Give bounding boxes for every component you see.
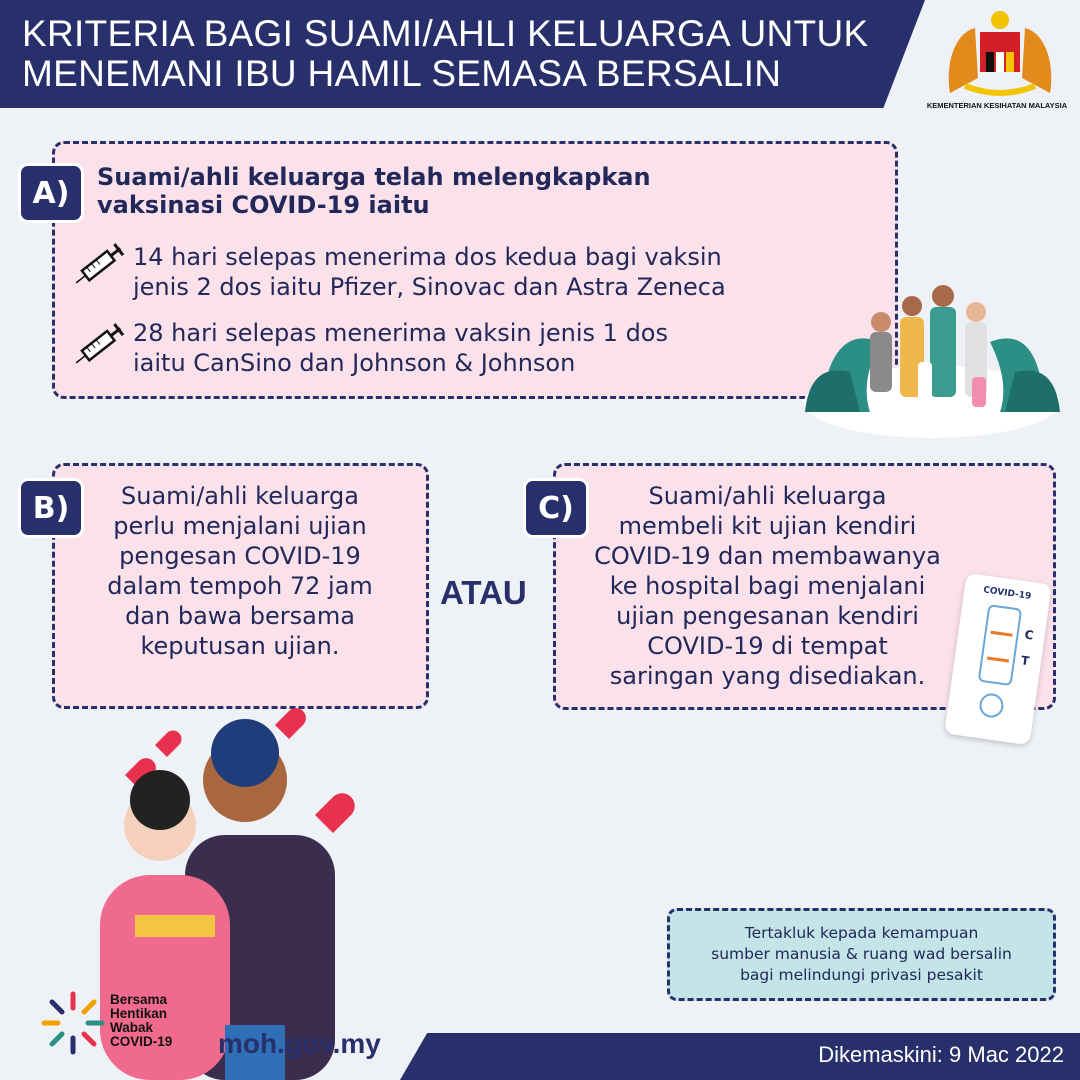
vaccine-item <box>133 242 726 302</box>
text-line: COVID-19 dan membawanya <box>594 542 941 570</box>
ministry-name: KEMENTERIAN KESIHATAN MALAYSIA <box>926 101 1068 110</box>
updated-date: Dikemaskini: 9 Mac 2022 <box>818 1042 1064 1067</box>
text-line: Suami/ahli keluarga <box>648 482 887 510</box>
campaign-line: COVID-19 <box>110 1034 173 1049</box>
or-separator: ATAU <box>440 574 527 611</box>
heading-line: Suami/ahli keluarga telah melengkapkan <box>97 163 651 191</box>
item-line: 28 hari selepas menerima vaksin jenis 1 dos <box>133 319 668 347</box>
syringe-icon <box>68 240 130 290</box>
text-line: keputusan ujian. <box>140 632 340 660</box>
campaign-line: Bersama <box>110 992 168 1007</box>
disclaimer-note <box>667 908 1056 1001</box>
page-title <box>22 14 868 94</box>
sample-well <box>978 692 1005 719</box>
text-line: ujian pengesanan kendiri <box>616 602 919 630</box>
campaign-line: Wabak <box>110 1020 154 1035</box>
campaign-logo-icon <box>40 990 106 1056</box>
note-line: sumber manusia & ruang wad bersalin <box>711 945 1012 963</box>
badge-a: A) <box>18 163 84 223</box>
title-line: KRITERIA BAGI SUAMI/AHLI KELUARGA UNTUK <box>22 13 869 54</box>
text-line: saringan yang disediakan. <box>609 662 926 690</box>
badge-b: B) <box>18 478 84 538</box>
text-line: Suami/ahli keluarga <box>121 482 359 510</box>
item-line: 14 hari selepas menerima dos kedua bagi vaksin <box>133 243 722 271</box>
text-line: perlu menjalani ujian <box>113 512 367 540</box>
website-link[interactable]: moh.gov.my <box>218 1028 381 1059</box>
heading-line: vaksinasi COVID-19 iaitu <box>97 191 430 219</box>
criteria-a-heading <box>97 163 651 219</box>
test-window <box>978 604 1035 686</box>
note-line: Tertakluk kepada kemampuan <box>744 924 979 942</box>
control-line-label: C <box>1023 627 1035 643</box>
text-line: ke hospital bagi menjalani <box>609 572 926 600</box>
note-line: bagi melindungi privasi pesakit <box>740 966 983 984</box>
title-line: MENEMANI IBU HAMIL SEMASA BERSALIN <box>22 53 782 94</box>
text-line: dan bawa bersama <box>125 602 355 630</box>
text-line: COVID-19 di tempat <box>647 632 888 660</box>
campaign-text <box>110 993 172 1049</box>
item-line: iaitu CanSino dan Johnson & Johnson <box>133 349 576 377</box>
syringe-icon <box>68 320 130 370</box>
coat-of-arms-logo <box>930 8 1070 98</box>
family-illustration <box>800 262 1065 442</box>
badge-c: C) <box>523 478 589 538</box>
text-line: membeli kit ujian kendiri <box>618 512 917 540</box>
text-line: pengesan COVID-19 <box>119 542 361 570</box>
test-kit-label: COVID-19 <box>982 585 1032 602</box>
text-line: dalam tempoh 72 jam <box>107 572 373 600</box>
criteria-c-text <box>560 481 975 691</box>
vaccine-item <box>133 318 668 378</box>
item-line: jenis 2 dos iaitu Pfizer, Sinovac dan Astra Zeneca <box>133 273 726 301</box>
criteria-b-text <box>60 481 420 661</box>
campaign-line: Hentikan <box>110 1006 168 1021</box>
test-line-label: T <box>1020 653 1031 669</box>
